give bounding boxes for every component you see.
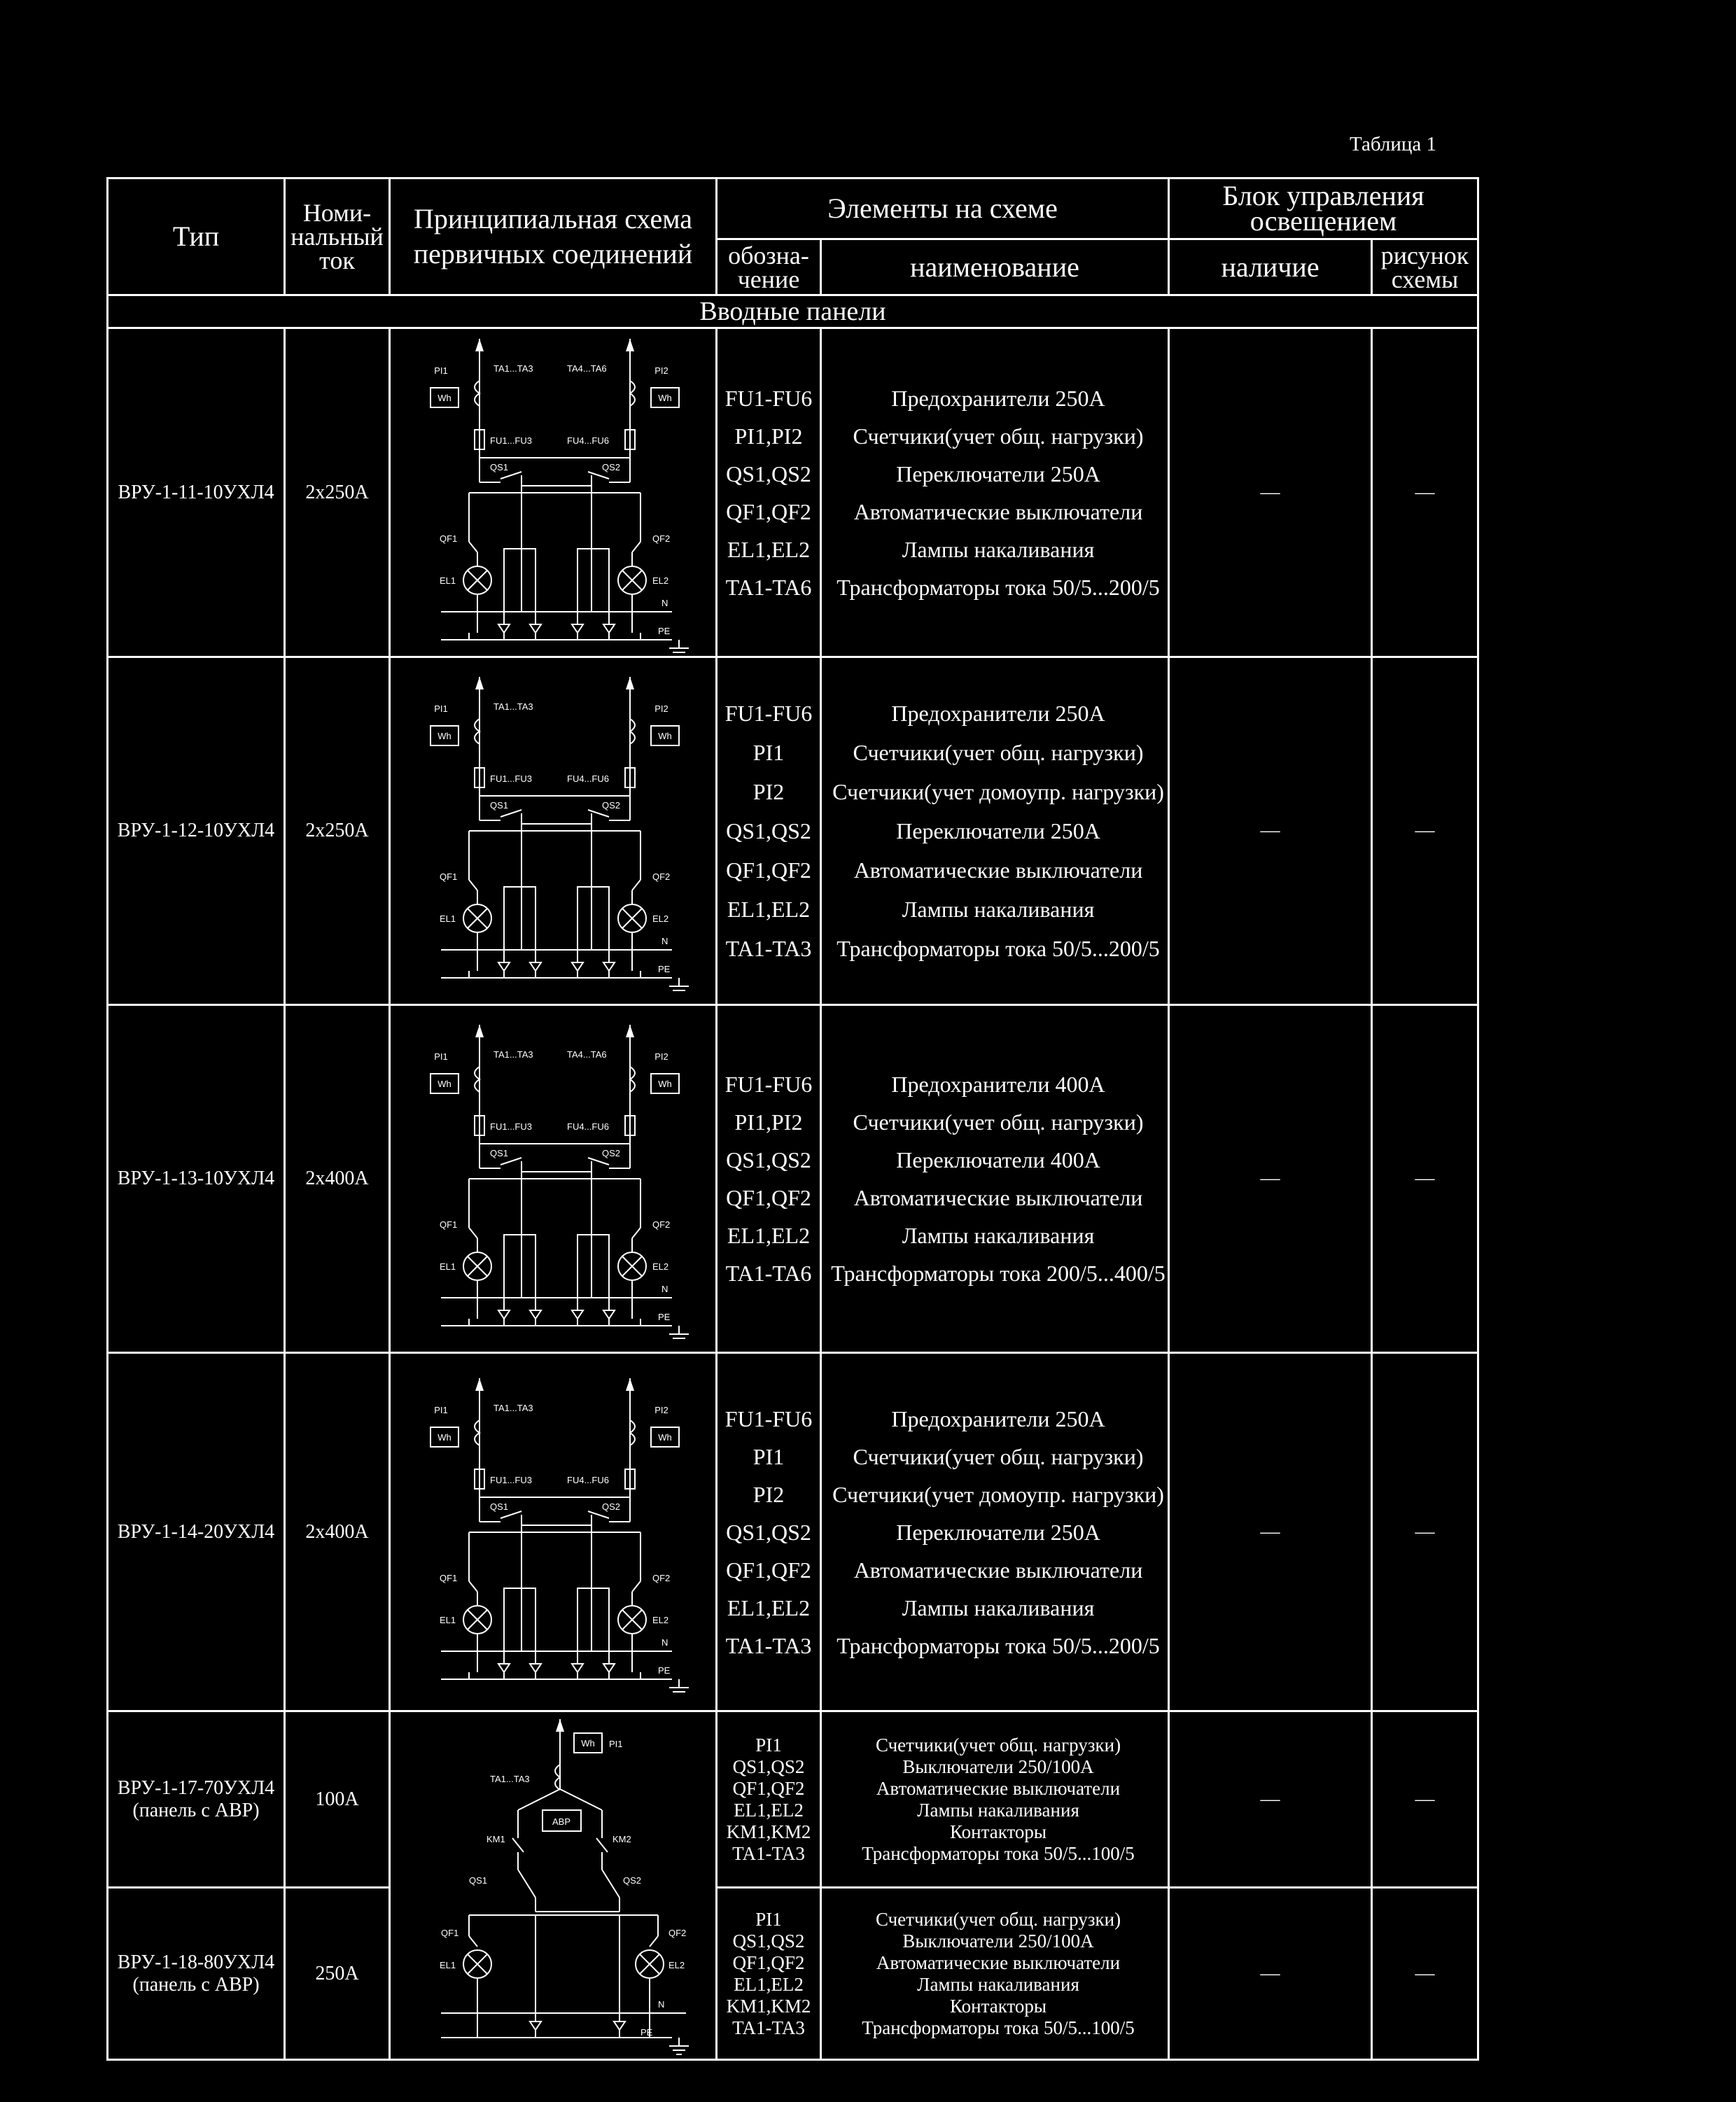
header-type: Тип: [108, 178, 285, 295]
wire: [560, 1789, 602, 1810]
designation-list: [717, 1353, 821, 1711]
panel-type: ВРУ-1-11-10УХЛ4: [108, 328, 285, 657]
label-el2: EL2: [652, 913, 669, 924]
list-item: TA1-TA6: [725, 574, 812, 600]
label-fu-left: FU1...FU3: [490, 435, 532, 446]
list-item: TA1-TA3: [725, 1632, 812, 1658]
label-el2: EL2: [668, 1960, 685, 1970]
scheme-cell: [390, 1711, 717, 2060]
name-list: [821, 1888, 1169, 2060]
list-item: Лампы накаливания: [917, 1973, 1079, 1995]
label-ta-left: TA1...TA3: [493, 1402, 533, 1413]
designation-list: [717, 328, 821, 657]
terminal-icon: [530, 1310, 541, 1319]
meter-wh-label: Wh: [658, 392, 672, 403]
name-list: [821, 657, 1169, 1005]
list-item: KM1,KM2: [726, 1995, 811, 2017]
terminal-icon: [614, 2022, 625, 2030]
label-pi1: PI1: [609, 1739, 623, 1749]
label-qf1: QF1: [440, 871, 458, 882]
panel-type: ВРУ-1-12-10УХЛ4: [108, 657, 285, 1005]
list-item: QS1,QS2: [726, 818, 811, 843]
outgoing-loop: [578, 549, 609, 612]
designation-list: [717, 1888, 821, 2060]
list-item: Предохранители 250А: [891, 385, 1105, 411]
meter-wh-label: Wh: [581, 1738, 595, 1749]
list-item: Контакторы: [949, 1821, 1047, 1842]
rated-current: 2х250А: [285, 328, 390, 657]
list-item: PI2: [752, 1481, 785, 1507]
terminal-icon: [498, 962, 510, 971]
current-transformer-icon: [630, 719, 635, 744]
label-qs2: QS2: [623, 1875, 642, 1886]
panel-type: [108, 1711, 285, 1888]
label-n: N: [662, 936, 668, 946]
drawing-value: —: [1372, 657, 1478, 1005]
list-item: TA1-TA3: [732, 1842, 805, 1864]
terminal-icon: [572, 1310, 583, 1319]
presence-value: —: [1169, 657, 1372, 1005]
label-qf2: QF2: [652, 1572, 671, 1583]
label-qs1: QS1: [490, 800, 509, 811]
breaker-qf1-icon: [469, 1936, 477, 1947]
terminal-icon: [603, 624, 615, 633]
list-item: QF1,QF2: [726, 857, 811, 883]
arrow-up-icon: [626, 677, 634, 689]
panel-type: [108, 1888, 285, 2060]
list-item: FU1-FU6: [724, 385, 813, 411]
panel-type-note: (панель с АВР): [132, 1973, 260, 1996]
label-qs1: QS1: [490, 461, 509, 472]
schematic-svg: [392, 332, 714, 654]
primary-circuit-diagram: [391, 1371, 715, 1693]
label-pi1: PI1: [434, 365, 448, 376]
label-qs2: QS2: [602, 461, 621, 472]
list-item: EL1,EL2: [727, 536, 811, 562]
list-item: FU1-FU6: [724, 1406, 813, 1431]
list-item: KM1,KM2: [726, 1821, 811, 1842]
list-item: QS1,QS2: [726, 1519, 811, 1545]
list-item: EL1,EL2: [734, 1973, 804, 1995]
arrow-up-icon: [626, 1025, 634, 1037]
list-item: Трансформаторы тока 50/5...100/5: [862, 2017, 1135, 2038]
label-ta-right: TA4...TA6: [567, 1049, 607, 1060]
presence-value: —: [1169, 1711, 1372, 1888]
meter-wh-label: Wh: [658, 1079, 672, 1089]
label-qf1: QF1: [441, 1928, 459, 1938]
list-item: EL1,EL2: [727, 1595, 811, 1620]
avr-schematic-svg: [392, 1712, 714, 2059]
primary-circuit-diagram: [391, 670, 715, 992]
label-fu-right: FU4...FU6: [567, 773, 609, 784]
list-item: Переключатели 250А: [896, 461, 1100, 486]
switch-qs1-icon: [518, 1870, 536, 1898]
list-item: Трансформаторы тока 50/5...200/5: [836, 1632, 1160, 1658]
list-item: Трансформаторы тока 50/5...100/5: [862, 1842, 1135, 1864]
label-n: N: [662, 1284, 668, 1294]
outgoing-loop: [504, 887, 536, 950]
label-km2: KM2: [612, 1834, 631, 1844]
current-transformer-icon: [630, 1067, 635, 1092]
list-item: Переключатели 250А: [896, 1519, 1100, 1545]
breaker-qf2-icon: [632, 542, 640, 552]
label-fu-left: FU1...FU3: [490, 1121, 532, 1132]
drawing-value: —: [1372, 1888, 1478, 2060]
list-item: PI1: [752, 740, 785, 765]
list-item: PI1,PI2: [734, 1109, 803, 1135]
label-fu-left: FU1...FU3: [490, 773, 532, 784]
terminal-icon: [530, 2022, 541, 2030]
scheme-cell: [390, 1005, 717, 1353]
meter-wh-label: Wh: [438, 1079, 451, 1089]
list-item: Выключатели 250/100А: [902, 1930, 1094, 1952]
list-item: Трансформаторы тока 50/5...200/5: [836, 574, 1160, 600]
outgoing-loop: [504, 1235, 536, 1298]
list-item: TA1-TA3: [732, 2017, 805, 2038]
label-pi2: PI2: [654, 1051, 668, 1062]
list-item: Счетчики(учет общ. нагрузки): [875, 1908, 1121, 1930]
terminal-icon: [530, 1664, 541, 1672]
label-qs1: QS1: [490, 1501, 509, 1512]
list-item: PI1,PI2: [734, 423, 803, 449]
drawing-value: —: [1372, 1005, 1478, 1353]
current-transformer-icon: [630, 381, 635, 406]
panel-type: ВРУ-1-13-10УХЛ4: [108, 1005, 285, 1353]
label-fu-right: FU4...FU6: [567, 435, 609, 446]
list-item: Трансформаторы тока 50/5...200/5: [836, 936, 1160, 961]
rated-current: 250А: [285, 1888, 390, 2060]
terminal-icon: [498, 1664, 510, 1672]
list-item: QF1,QF2: [726, 498, 811, 524]
presence-value: —: [1169, 328, 1372, 657]
breaker-qf2-icon: [632, 1581, 640, 1592]
list-item: Автоматические выключатели: [853, 1185, 1143, 1210]
list-item: PI1: [755, 1734, 782, 1756]
label-pe: PE: [640, 2027, 653, 2038]
list-item: Предохранители 250А: [891, 1406, 1105, 1431]
terminal-icon: [498, 624, 510, 633]
outgoing-loop: [578, 887, 609, 950]
switch-qs1-icon: [500, 1511, 522, 1518]
list-item: QS1,QS2: [726, 1147, 811, 1172]
label-pe: PE: [658, 1312, 671, 1322]
primary-circuit-diagram: [391, 332, 715, 654]
label-el2: EL2: [652, 1614, 669, 1625]
list-item: TA1-TA6: [725, 1261, 812, 1286]
avr-circuit-diagram: [391, 1712, 715, 2059]
header-scheme: Принципиальная схема первичных соединений: [390, 178, 717, 295]
list-item: Счетчики(учет общ. нагрузки): [853, 740, 1144, 765]
label-pi2: PI2: [654, 1404, 668, 1415]
rated-current: 100А: [285, 1711, 390, 1888]
panel-type-code: ВРУ-1-17-70УХЛ4: [117, 1777, 275, 1799]
arrow-up-icon: [475, 339, 484, 351]
drawing-value: —: [1372, 1353, 1478, 1711]
label-pi2: PI2: [654, 703, 668, 714]
list-item: Счетчики(учет общ. нагрузки): [853, 423, 1144, 449]
breaker-qf2-icon: [632, 1228, 640, 1238]
terminal-icon: [530, 624, 541, 633]
list-item: Счетчики(учет общ. нагрузки): [875, 1734, 1121, 1756]
header-current: Номи-нальный ток: [285, 178, 390, 295]
contactor-km1-icon: [512, 1838, 524, 1852]
arrow-up-icon: [556, 1719, 564, 1732]
breaker-qf1-icon: [469, 1228, 477, 1238]
schematic-svg: [392, 1371, 714, 1693]
designation-list: [717, 1711, 821, 1888]
label-el1: EL1: [440, 575, 456, 586]
label-ta-left: TA1...TA3: [493, 701, 533, 712]
label-fu-left: FU1...FU3: [490, 1474, 532, 1485]
panel-type-note: (панель с АВР): [132, 1799, 260, 1821]
meter-wh-label: Wh: [658, 1431, 672, 1443]
outgoing-loop: [504, 1588, 536, 1651]
current-transformer-icon: [475, 381, 479, 406]
rated-current: 2х250А: [285, 657, 390, 1005]
label-qf1: QF1: [440, 533, 458, 544]
presence-value: —: [1169, 1888, 1372, 2060]
label-pe: PE: [658, 964, 671, 974]
panel-type: ВРУ-1-14-20УХЛ4: [108, 1353, 285, 1711]
current-transformer-icon: [555, 1765, 560, 1790]
switch-qs2-icon: [602, 1870, 620, 1898]
header-drawing: рисунок схемы: [1372, 239, 1478, 295]
current-transformer-icon: [475, 1420, 479, 1445]
label-pe: PE: [658, 625, 671, 636]
label-qs2: QS2: [602, 800, 621, 811]
list-item: Автоматические выключатели: [853, 498, 1143, 524]
arrow-up-icon: [475, 1025, 484, 1037]
schematic-svg: [392, 670, 714, 992]
breaker-qf1-icon: [469, 880, 477, 890]
table-row: [108, 1711, 1478, 1888]
list-item: QS1,QS2: [732, 1756, 805, 1777]
table-row: [108, 1888, 1478, 2060]
section-title: Вводные панели: [108, 295, 1478, 328]
table-row: [108, 1005, 1478, 1353]
label-qs1: QS1: [469, 1875, 488, 1886]
label-el1: EL1: [440, 1614, 456, 1625]
list-item: Лампы накаливания: [902, 1595, 1095, 1620]
header-lighting: Блок управления освещением: [1169, 178, 1478, 239]
terminal-icon: [498, 1310, 510, 1319]
name-list: [821, 1353, 1169, 1711]
label-km1: KM1: [486, 1834, 505, 1844]
header-name: наименование: [821, 239, 1169, 295]
table-row: [108, 328, 1478, 657]
scheme-cell: [390, 657, 717, 1005]
outgoing-loop: [504, 549, 536, 612]
list-item: QF1,QF2: [732, 1777, 805, 1799]
label-qf2: QF2: [668, 1928, 687, 1938]
terminal-icon: [572, 962, 583, 971]
drawing-value: —: [1372, 328, 1478, 657]
list-item: QF1,QF2: [726, 1185, 811, 1210]
terminal-icon: [530, 962, 541, 971]
scheme-cell: [390, 328, 717, 657]
switch-qs1-icon: [500, 810, 522, 817]
list-item: Автоматические выключатели: [853, 1557, 1143, 1583]
label-n: N: [662, 1637, 668, 1648]
current-transformer-icon: [475, 1067, 479, 1092]
list-item: QF1,QF2: [732, 1952, 805, 1973]
list-item: Автоматические выключатели: [876, 1777, 1121, 1799]
outgoing-loop: [578, 1588, 609, 1651]
list-item: Выключатели 250/100А: [902, 1756, 1094, 1777]
list-item: QS1,QS2: [732, 1930, 805, 1952]
meter-wh-label: Wh: [438, 392, 451, 403]
label-qs2: QS2: [602, 1501, 621, 1512]
list-item: Трансформаторы тока 200/5...400/5: [831, 1261, 1166, 1286]
table-row: [108, 1353, 1478, 1711]
switch-qs1-icon: [500, 472, 522, 479]
list-item: FU1-FU6: [724, 701, 813, 726]
terminal-icon: [572, 1664, 583, 1672]
schematic-svg: [392, 1018, 714, 1340]
presence-value: —: [1169, 1005, 1372, 1353]
list-item: Лампы накаливания: [902, 897, 1095, 922]
list-item: Контакторы: [949, 1995, 1047, 2017]
label-qf2: QF2: [652, 533, 671, 544]
breaker-qf1-icon: [469, 1581, 477, 1592]
label-el1: EL1: [440, 1261, 456, 1272]
label-qf1: QF1: [440, 1572, 458, 1583]
arrow-up-icon: [475, 1378, 484, 1391]
contactor-km2-icon: [596, 1838, 608, 1852]
label-el2: EL2: [652, 575, 669, 586]
label-el1: EL1: [440, 913, 456, 924]
panel-type-code: ВРУ-1-18-80УХЛ4: [117, 1951, 275, 1973]
label-pi1: PI1: [434, 1404, 448, 1415]
current-transformer-icon: [475, 719, 479, 744]
label-el1: EL1: [440, 1960, 456, 1970]
drawing-value: —: [1372, 1711, 1478, 1888]
panels-table: [106, 177, 1479, 2061]
header-designation: обозна-чение: [717, 239, 821, 295]
label-ta-left: TA1...TA3: [493, 1049, 533, 1060]
list-item: Счетчики(учет общ. нагрузки): [853, 1443, 1144, 1469]
scheme-cell: [390, 1353, 717, 1711]
label-n: N: [658, 1999, 665, 2010]
arrow-up-icon: [626, 339, 634, 351]
label-qf2: QF2: [652, 1219, 671, 1230]
list-item: QF1,QF2: [726, 1557, 811, 1583]
table-caption: Таблица 1: [1350, 133, 1437, 155]
meter-wh-label: Wh: [438, 731, 451, 741]
list-item: Лампы накаливания: [902, 536, 1095, 562]
label-qs1: QS1: [490, 1148, 509, 1158]
list-item: PI1: [752, 1443, 785, 1469]
name-list: [821, 1005, 1169, 1353]
list-item: QS1,QS2: [726, 461, 811, 486]
label-qs2: QS2: [602, 1148, 621, 1158]
label-ta-right: TA4...TA6: [567, 363, 607, 374]
meter-wh-label: Wh: [658, 731, 672, 741]
list-item: Автоматические выключатели: [876, 1952, 1121, 1973]
breaker-qf2-icon: [632, 880, 640, 890]
list-item: TA1-TA3: [725, 936, 812, 961]
list-item: Переключатели 400А: [896, 1147, 1100, 1172]
list-item: EL1,EL2: [734, 1799, 804, 1821]
label-el2: EL2: [652, 1261, 669, 1272]
list-item: Счетчики(учет общ. нагрузки): [853, 1109, 1144, 1135]
label-pi1: PI1: [434, 1051, 448, 1062]
meter-wh-label: Wh: [438, 1431, 451, 1443]
outgoing-loop: [578, 1235, 609, 1298]
label-ta-left: TA1...TA3: [493, 363, 533, 374]
header-elements: Элементы на схеме: [717, 178, 1169, 239]
name-list: [821, 1711, 1169, 1888]
label-n: N: [662, 597, 668, 608]
list-item: Счетчики(учет домоупр. нагрузки): [832, 779, 1164, 804]
wire: [518, 1789, 560, 1810]
list-item: PI2: [752, 779, 785, 804]
list-item: Лампы накаливания: [902, 1223, 1095, 1248]
arrow-up-icon: [626, 1378, 634, 1391]
list-item: EL1,EL2: [727, 897, 811, 922]
list-item: FU1-FU6: [724, 1072, 813, 1097]
list-item: Счетчики(учет домоупр. нагрузки): [832, 1481, 1164, 1507]
list-item: Автоматические выключатели: [853, 857, 1143, 883]
label-pi2: PI2: [654, 365, 668, 376]
switch-qs1-icon: [500, 1158, 522, 1165]
header-presence: наличие: [1169, 239, 1372, 295]
rated-current: 2х400А: [285, 1353, 390, 1711]
list-item: EL1,EL2: [727, 1223, 811, 1248]
label-pe: PE: [658, 1665, 671, 1676]
label-ta: TA1...TA3: [490, 1774, 530, 1784]
table-row: [108, 657, 1478, 1005]
primary-circuit-diagram: [391, 1018, 715, 1340]
list-item: Предохранители 250А: [891, 701, 1105, 726]
label-fu-right: FU4...FU6: [567, 1474, 609, 1485]
label-fu-right: FU4...FU6: [567, 1121, 609, 1132]
rated-current: 2х400А: [285, 1005, 390, 1353]
list-item: Предохранители 400А: [891, 1072, 1105, 1097]
label-avr: АВР: [552, 1816, 571, 1827]
list-item: Лампы накаливания: [917, 1799, 1079, 1821]
breaker-qf1-icon: [469, 542, 477, 552]
list-item: Переключатели 250А: [896, 818, 1100, 843]
list-item: PI1: [755, 1908, 782, 1930]
current-transformer-icon: [630, 1420, 635, 1445]
terminal-icon: [603, 962, 615, 971]
terminal-icon: [572, 624, 583, 633]
breaker-qf2-icon: [650, 1936, 658, 1947]
terminal-icon: [603, 1664, 615, 1672]
presence-value: —: [1169, 1353, 1372, 1711]
label-pi1: PI1: [434, 703, 448, 714]
label-qf2: QF2: [652, 871, 671, 882]
terminal-icon: [603, 1310, 615, 1319]
name-list: [821, 328, 1169, 657]
designation-list: [717, 657, 821, 1005]
arrow-up-icon: [475, 677, 484, 689]
label-qf1: QF1: [440, 1219, 458, 1230]
designation-list: [717, 1005, 821, 1353]
